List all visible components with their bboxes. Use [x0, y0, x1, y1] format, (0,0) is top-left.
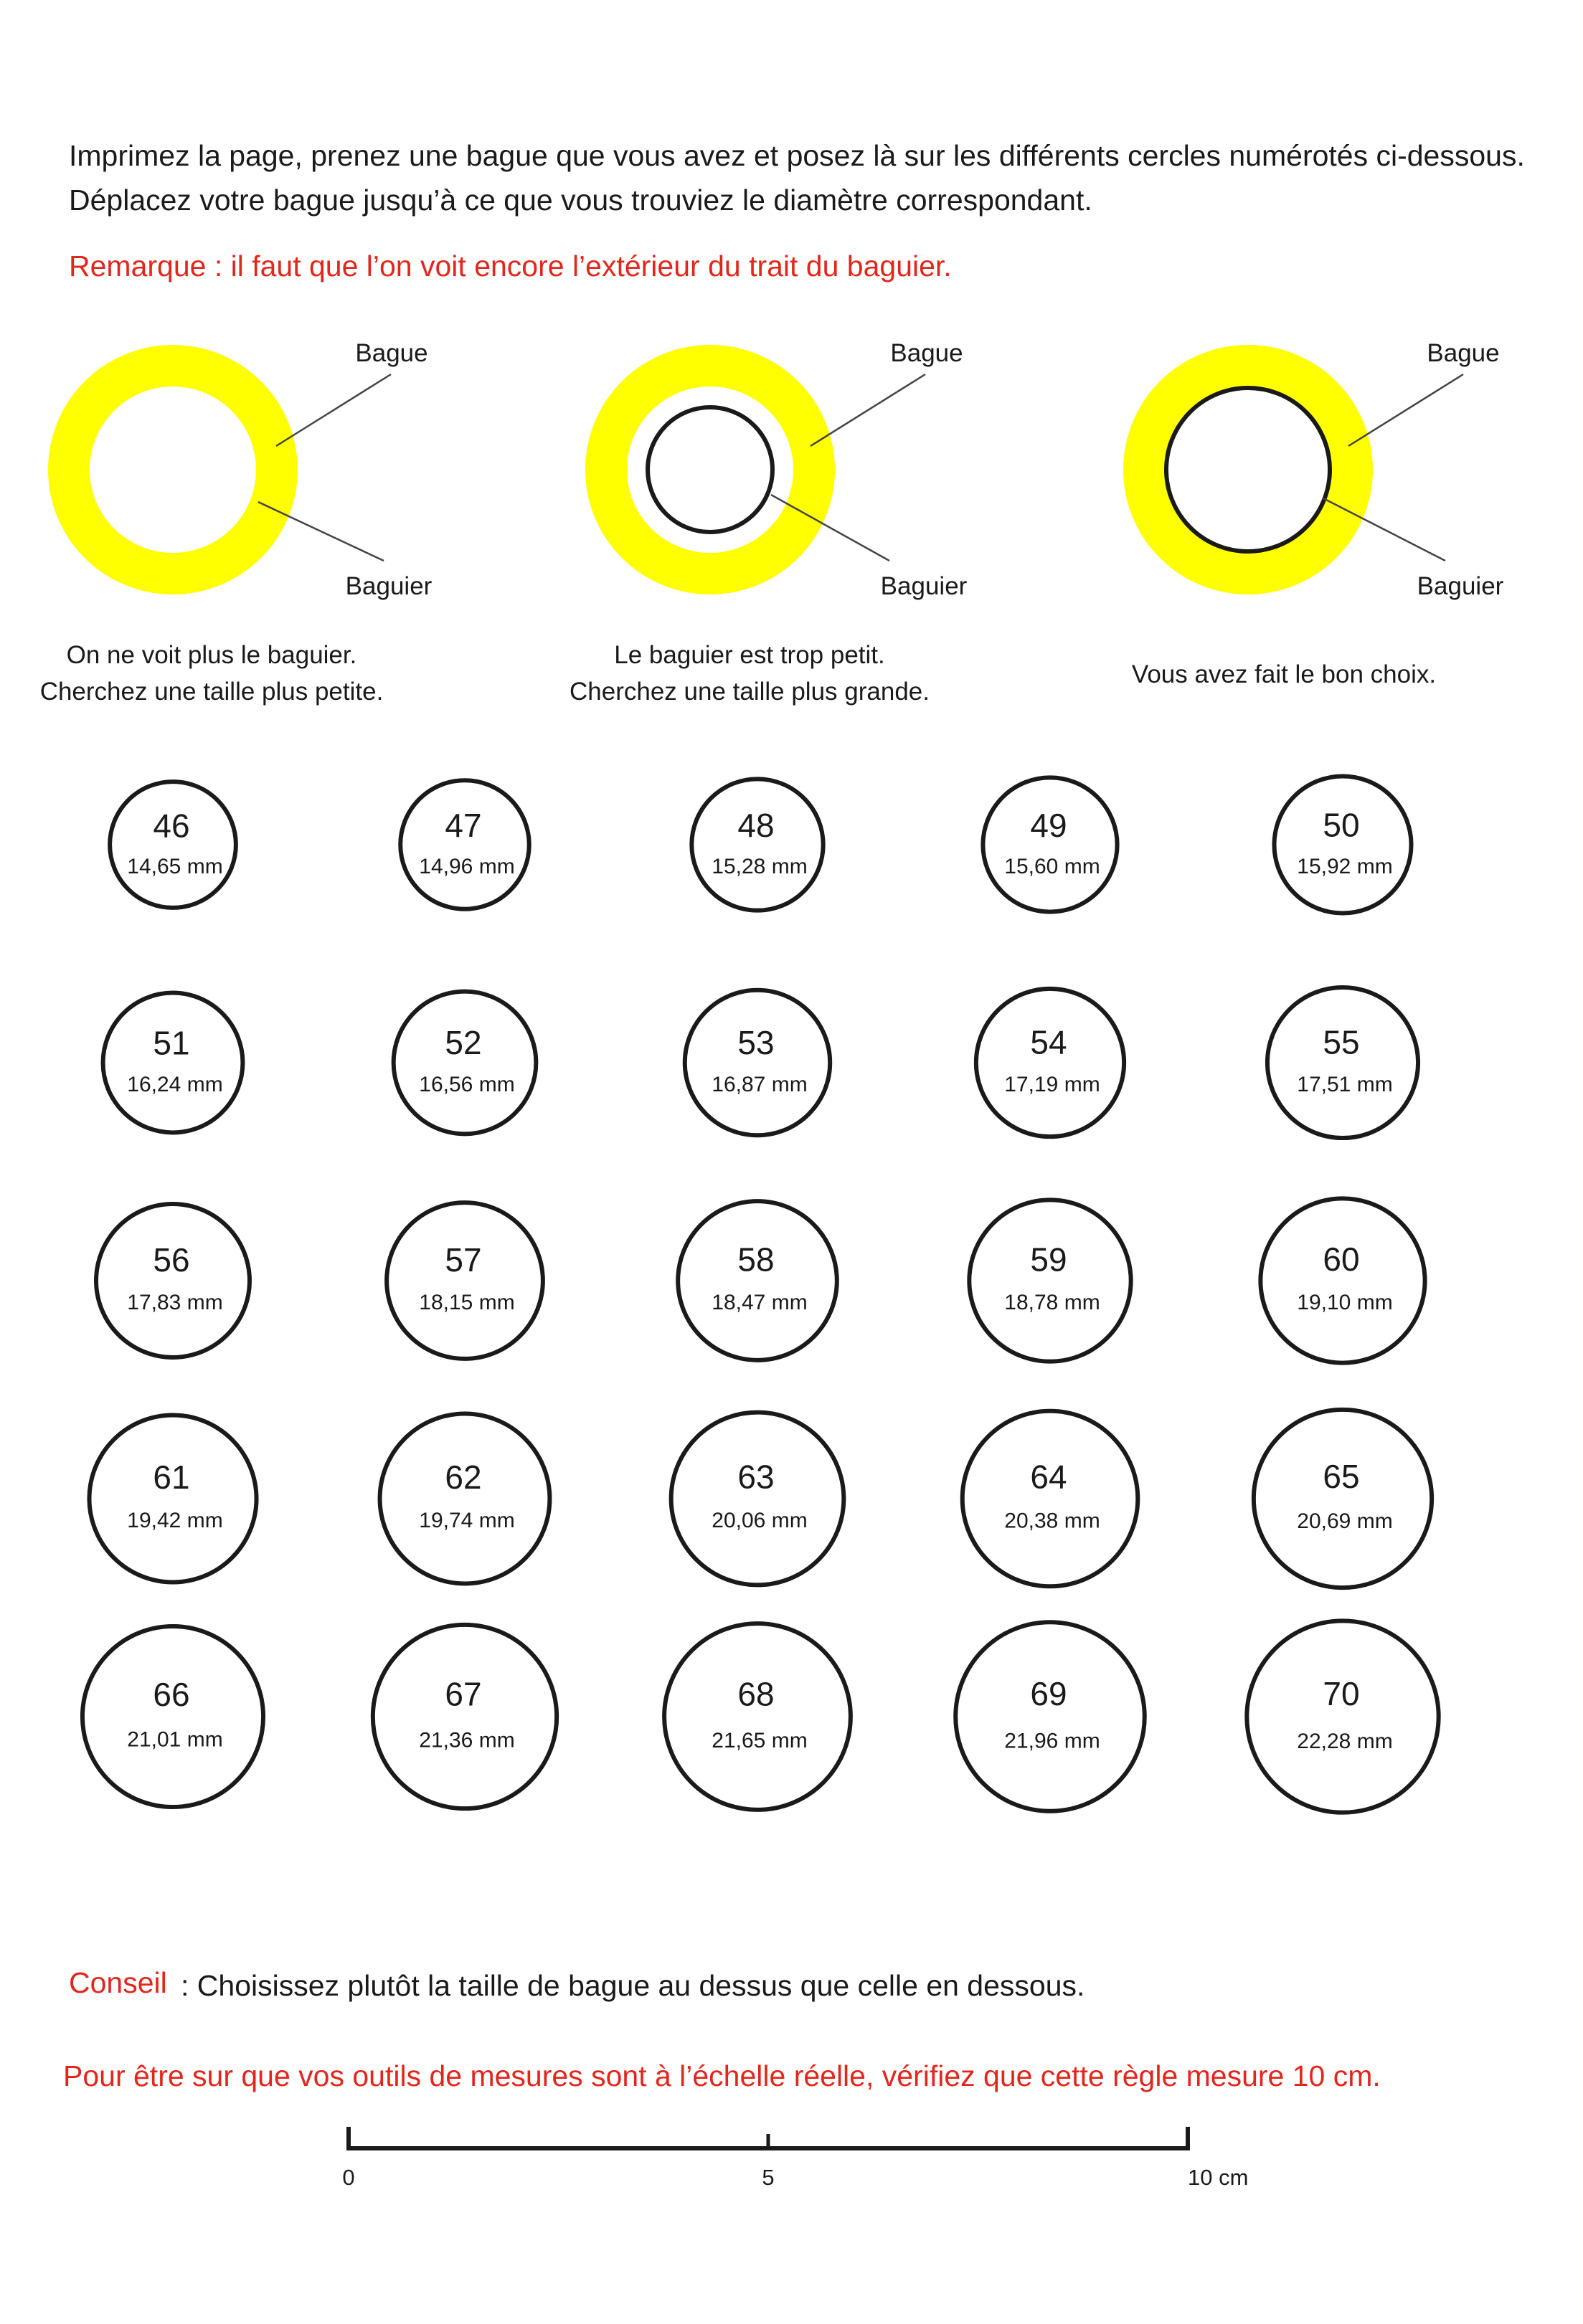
size-diameter: 17,51 mm — [1297, 1073, 1393, 1096]
size-diameter: 18,47 mm — [712, 1291, 808, 1314]
caption-line: Le baguier est trop petit. — [614, 641, 885, 669]
size-number: 67 — [445, 1675, 482, 1713]
size-gauge-67 — [373, 1625, 557, 1808]
gauge-circle — [664, 1623, 851, 1810]
size-gauge-68 — [664, 1623, 851, 1810]
caption-too-big — [0, 637, 434, 710]
ruler-label-0: 0 — [342, 2165, 355, 2190]
caption-correct — [1062, 656, 1506, 693]
size-number: 59 — [1030, 1241, 1067, 1279]
gauge-circle — [691, 779, 823, 910]
size-number: 63 — [737, 1458, 775, 1496]
gauge-circle — [96, 1204, 250, 1357]
size-gauge-51 — [103, 993, 243, 1133]
gauge-circle — [1166, 388, 1330, 551]
advice-text: : Choisissez plutôt la taille de bague au dessus que celle en dessous. — [181, 1969, 1085, 2002]
caption-line: Vous avez fait le bon choix. — [1131, 660, 1437, 688]
gauge-label: Baguier — [345, 572, 433, 600]
size-diameter: 16,87 mm — [712, 1073, 808, 1096]
ring-illustration — [1144, 366, 1352, 574]
size-diameter: 19,74 mm — [419, 1509, 515, 1532]
scale-check-note: Pour être sur que vos outils de mesures sont à l’échelle réelle, vérifiez que cette règle mesure 10 cm. — [63, 2059, 1381, 2092]
gauge-circle — [400, 780, 529, 909]
size-diameter: 16,56 mm — [419, 1073, 515, 1096]
size-grid — [82, 776, 1439, 1812]
size-diameter: 15,92 mm — [1297, 855, 1393, 878]
gauge-circle — [103, 993, 243, 1133]
size-diameter: 21,96 mm — [1004, 1729, 1100, 1753]
size-diameter: 15,28 mm — [712, 855, 808, 878]
gauge-circle — [1267, 987, 1418, 1138]
ruler-label-5: 5 — [762, 2165, 775, 2190]
size-gauge-48 — [691, 779, 823, 910]
size-number: 70 — [1323, 1674, 1360, 1712]
size-number: 56 — [153, 1241, 190, 1279]
size-number: 52 — [445, 1024, 482, 1062]
size-gauge-46 — [110, 782, 236, 908]
ring-label: Bague — [355, 339, 428, 367]
gauge-circle — [685, 990, 830, 1135]
size-gauge-58 — [678, 1201, 837, 1360]
size-gauge-54 — [976, 989, 1124, 1137]
size-diameter: 17,83 mm — [127, 1291, 223, 1314]
size-gauge-57 — [387, 1203, 543, 1359]
size-gauge-61 — [89, 1415, 256, 1582]
gauge-label: Baguier — [1417, 572, 1504, 600]
size-number: 50 — [1323, 806, 1360, 844]
size-gauge-69 — [955, 1622, 1145, 1811]
gauge-circle — [1254, 1410, 1432, 1588]
gauge-circle — [110, 782, 236, 908]
size-gauge-52 — [394, 992, 537, 1134]
size-gauge-55 — [1267, 987, 1418, 1138]
size-number: 64 — [1030, 1458, 1067, 1496]
gauge-circle — [963, 1411, 1138, 1587]
size-diameter: 19,10 mm — [1297, 1291, 1393, 1314]
size-gauge-66 — [82, 1626, 263, 1807]
size-number: 47 — [445, 807, 482, 845]
ring-label: Bague — [1427, 339, 1500, 367]
gauge-circle — [380, 1414, 550, 1584]
example-too-big — [69, 339, 433, 600]
size-diameter: 21,01 mm — [127, 1727, 223, 1752]
gauge-circle — [82, 1626, 263, 1807]
size-diameter: 20,38 mm — [1004, 1509, 1100, 1533]
size-number: 49 — [1030, 806, 1067, 844]
size-number: 46 — [153, 807, 190, 845]
ring-label: Bague — [890, 339, 963, 367]
example-correct — [1144, 339, 1504, 600]
ring-illustration — [606, 366, 814, 574]
size-diameter: 14,96 mm — [419, 855, 515, 878]
intro-text: Imprimez la page, prenez une bague que vous avez et posez là sur les différents cercles numérotés ci-dessous. Déplacez votre bague jusqu’à ce que vous trouviez le diamètre correspondant. — [69, 139, 1525, 217]
size-number: 66 — [153, 1675, 190, 1713]
size-gauge-56 — [96, 1204, 250, 1357]
size-number: 60 — [1323, 1241, 1360, 1279]
ring-leader-line — [276, 374, 391, 446]
gauge-label: Baguier — [880, 572, 968, 600]
gauge-circle — [387, 1203, 543, 1359]
caption-line: Cherchez une taille plus grande. — [570, 678, 930, 706]
gauge-circle — [969, 1200, 1130, 1361]
ruler — [342, 2127, 1248, 2190]
gauge-circle — [648, 407, 772, 532]
gauge-circle — [1247, 1621, 1438, 1812]
gauge-circle — [1260, 1198, 1424, 1362]
gauge-circle — [1274, 776, 1411, 913]
size-gauge-62 — [380, 1414, 550, 1584]
size-number: 51 — [153, 1024, 190, 1062]
ruler-label-10: 10 cm — [1188, 2165, 1249, 2190]
gauge-circle — [89, 1415, 256, 1582]
gauge-circle — [955, 1622, 1145, 1811]
gauge-circle — [983, 777, 1117, 911]
ring-leader-line — [1348, 374, 1463, 446]
size-number: 53 — [737, 1023, 775, 1061]
size-gauge-53 — [685, 990, 830, 1135]
gauge-circle — [373, 1625, 557, 1808]
size-diameter: 18,78 mm — [1004, 1291, 1100, 1314]
size-diameter: 22,28 mm — [1297, 1730, 1393, 1754]
gauge-circle — [976, 989, 1124, 1137]
size-diameter: 16,24 mm — [127, 1073, 223, 1096]
size-diameter: 14,65 mm — [127, 855, 223, 878]
size-number: 65 — [1323, 1458, 1360, 1496]
caption-line: Cherchez une taille plus petite. — [39, 678, 384, 706]
size-diameter: 19,42 mm — [127, 1509, 223, 1532]
caption-too-small — [527, 637, 972, 710]
size-gauge-70 — [1247, 1621, 1438, 1812]
size-gauge-60 — [1260, 1198, 1424, 1362]
size-gauge-49 — [983, 777, 1117, 911]
size-gauge-47 — [400, 780, 529, 909]
size-gauge-64 — [963, 1411, 1138, 1587]
size-gauge-50 — [1274, 776, 1411, 913]
gauge-circle — [671, 1413, 844, 1585]
size-diameter: 20,06 mm — [712, 1509, 808, 1532]
size-diameter: 20,69 mm — [1297, 1509, 1393, 1533]
ring-illustration — [69, 366, 277, 574]
size-number: 69 — [1030, 1675, 1067, 1713]
size-diameter: 18,15 mm — [419, 1291, 515, 1314]
size-number: 55 — [1323, 1023, 1360, 1061]
advice-label: Conseil — [69, 1966, 167, 1999]
size-number: 54 — [1030, 1023, 1067, 1061]
size-gauge-65 — [1254, 1410, 1432, 1588]
size-number: 68 — [737, 1675, 775, 1713]
size-number: 62 — [445, 1458, 482, 1496]
example-too-small — [606, 339, 968, 600]
size-number: 61 — [153, 1459, 190, 1497]
ring-leader-line — [811, 374, 925, 446]
size-diameter: 15,60 mm — [1004, 855, 1100, 878]
gauge-circle — [678, 1201, 837, 1360]
remark-text: Remarque : il faut que l’on voit encore l’extérieur du trait du baguier. — [69, 250, 952, 283]
gauge-circle — [394, 992, 537, 1134]
caption-line: On ne voit plus le baguier. — [66, 641, 357, 669]
size-diameter: 17,19 mm — [1004, 1073, 1100, 1096]
size-diameter: 21,36 mm — [419, 1728, 515, 1753]
size-number: 48 — [737, 806, 775, 844]
size-number: 57 — [445, 1241, 482, 1279]
size-number: 58 — [737, 1241, 775, 1279]
size-diameter: 21,65 mm — [712, 1728, 808, 1753]
size-gauge-59 — [969, 1200, 1130, 1361]
size-gauge-63 — [671, 1413, 844, 1585]
